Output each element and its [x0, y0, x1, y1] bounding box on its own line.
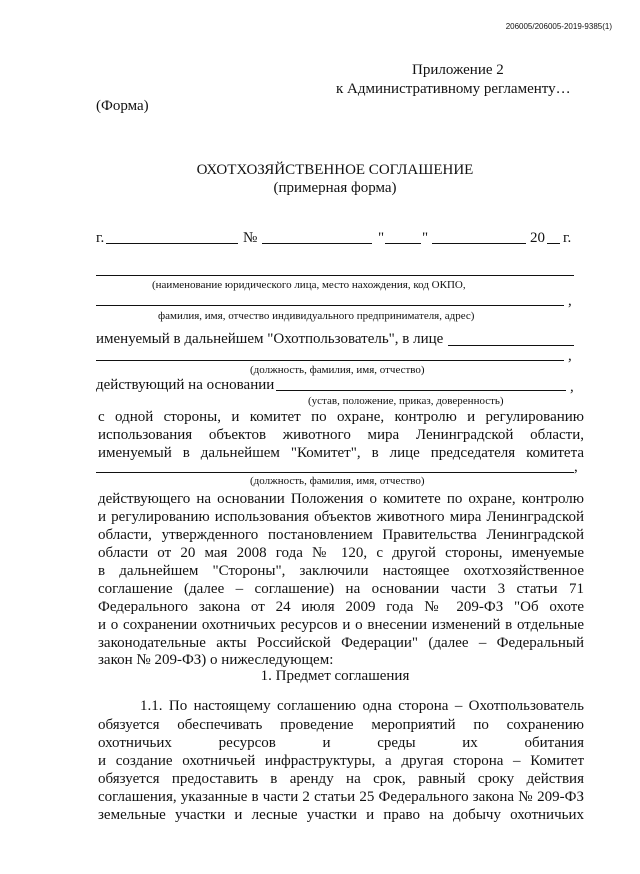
body-line: в дальнейшем "Стороны", заключили настоящее охотхозяйственное	[98, 563, 584, 579]
section-1-heading: 1. Предмет соглашения	[260, 668, 410, 684]
section-1-first-line: 1.1. По настоящему соглашению одна сторона – Охотпользователь	[140, 698, 584, 714]
position-hint-2: (должность, фамилия, имя, отчество)	[250, 475, 425, 487]
individual-entrepreneur-hint: фамилия, имя, отчество индивидуального предпринимателя, адрес)	[158, 310, 475, 322]
comma-4: ,	[574, 459, 578, 475]
section-1-line: охотничьих ресурсов и среды их обитания	[98, 735, 584, 751]
comma-2: ,	[568, 348, 572, 364]
body-line: и о сохранении охотничьих ресурсов и о внесении изменений в отдельные	[98, 617, 584, 633]
position-hint-1: (должность, фамилия, имя, отчество)	[250, 364, 425, 376]
body-line: действующего на основании Положения о комитете по охране, контролю	[98, 491, 584, 507]
document-title: ОХОТХОЗЯЙСТВЕННОЕ СОГЛАШЕНИЕ	[196, 162, 474, 178]
hunting-user-label: именуемый в дальнейшем "Охотпользователь", в лице	[96, 331, 444, 347]
appendix-number: Приложение 2	[412, 62, 504, 78]
body-line: и регулированию использования объектов животного мира Ленинградской	[98, 509, 584, 525]
section-1-line: земельные участки и лесные участки и право на добычу охотничьих	[98, 807, 584, 823]
quote-close: "	[422, 230, 429, 246]
party-line-1: с одной стороны, и комитет по охране, контролю и регулированию	[98, 409, 584, 425]
basis-hint: (устав, положение, приказ, доверенность)	[308, 395, 504, 407]
year-prefix: 20	[530, 230, 545, 246]
representative-position-field[interactable]	[96, 360, 564, 361]
acting-basis-field[interactable]	[276, 390, 566, 391]
body-line: Федерального закона от 24 июля 2009 года № 209-ФЗ "Об охоте	[98, 599, 584, 615]
acting-basis-label: действующий на основании	[96, 377, 275, 393]
body-last-line: закон № 209-ФЗ) о нижеследующем:	[98, 652, 334, 668]
section-1-line: обязуется предоставить в аренду на срок, равный сроку действия	[98, 771, 584, 787]
body-line: области, утвержденного постановлением Правительства Ленинградской	[98, 527, 584, 543]
legal-entity-hint: (наименование юридического лица, место нахождения, код ОКПО,	[152, 279, 466, 291]
city-prefix: г.	[96, 230, 105, 246]
document-id: 206005/206005-2019-9385(1)	[505, 22, 612, 31]
section-1-line: и создание охотничьей инфраструктуры, а другая сторона – Комитет	[98, 753, 584, 769]
number-sign: №	[243, 230, 258, 246]
legal-entity-field[interactable]	[96, 275, 574, 276]
individual-entrepreneur-field[interactable]	[96, 305, 564, 306]
body-line: законодательные акты Российской Федерации" (далее – Федеральный	[98, 635, 584, 651]
year-field[interactable]	[547, 243, 560, 244]
form-label: (Форма)	[96, 98, 149, 114]
party-line-3: именуемый в дальнейшем "Комитет", в лице председателя комитета	[98, 445, 584, 461]
party-line-2: использования объектов животного мира Ленинградской области,	[98, 427, 584, 443]
document-subtitle: (примерная форма)	[273, 180, 397, 196]
comma-1: ,	[568, 293, 572, 309]
hunting-user-representative-field[interactable]	[448, 345, 574, 346]
city-field[interactable]	[106, 243, 238, 244]
comma-3: ,	[570, 379, 574, 395]
number-field[interactable]	[262, 243, 372, 244]
day-field[interactable]	[385, 243, 421, 244]
month-field[interactable]	[432, 243, 526, 244]
body-line: области от 20 мая 2008 года № 120, с другой стороны, именуемые	[98, 545, 584, 561]
section-1-line: обязуется обеспечивать проведение мероприятий по сохранению	[98, 717, 584, 733]
committee-chair-field[interactable]	[96, 472, 574, 473]
section-1-line: соглашения, указанные в части 2 статьи 25 Федерального закона № 209-ФЗ	[98, 789, 584, 805]
quote-open: "	[378, 230, 385, 246]
appendix-reference: к Административному регламенту…	[336, 81, 571, 97]
body-line: соглашение (далее – соглашение) на основании части 3 статьи 71	[98, 581, 584, 597]
year-suffix: г.	[563, 230, 572, 246]
